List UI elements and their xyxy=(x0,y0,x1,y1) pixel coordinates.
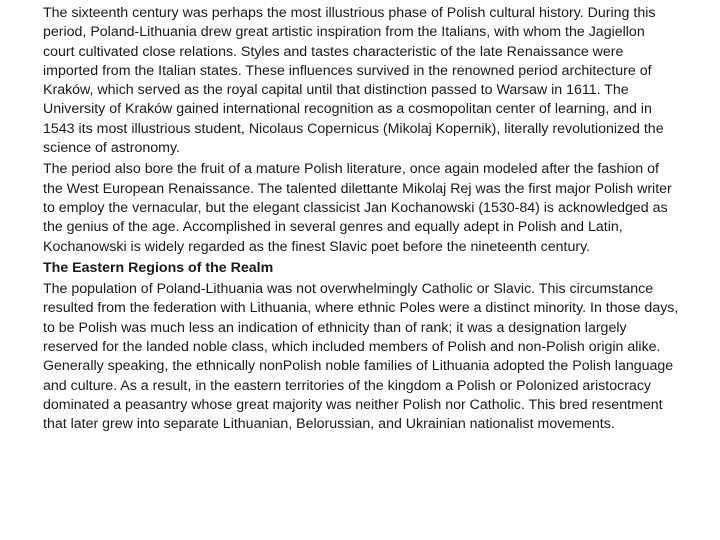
paragraph-renaissance-culture: The sixteenth century was perhaps the most illustrious phase of Polish cultural history. During this period, Poland-Lithuania drew great artistic inspiration from the Italians, with whom the Jagiellon court cultivated close relations. Styles and tastes characteristic of the late Renaissance were imported from the Italian states. These influences survived in the renowned period architecture of Kraków, which served as the royal capital until that distinction passed to Warsaw in 1611. The University of Kraków gained international recognition as a cosmopolitan center of learning, and in 1543 its most illustrious student, Nicolaus Copernicus (Mikolaj Kopernik), literally revolutionized the science of astronomy. xyxy=(43,5,664,157)
section-heading: The Eastern Regions of the Realm xyxy=(43,259,274,276)
paragraph-eastern-regions: The population of Poland-Lithuania was not overwhelmingly Catholic or Slavic. This circumstance resulted from the federation with Lithuania, where ethnic Poles were a distinct minority. In those days, to be Polish was much less an indication of ethnicity than of rank; it was a designation largely reserved for the landed noble class, which included members of Polish and non-Polish origin alike. Generally speaking, the ethnically nonPolish noble families of Lithuania adopted the Polish language and culture. As a result, in the eastern territories of the kingdom a Polish or Polonized aristocracy dominated a peasantry whose great majority was neither Polish nor Catholic. This bred resentment that later grew into separate Lithuanian, Belorussian, and Ukrainian nationalist movements. xyxy=(43,281,679,433)
document-body xyxy=(43,4,679,437)
paragraph-polish-literature: The period also bore the fruit of a mature Polish literature, once again modeled after the fashion of the West European Renaissance. The talented dilettante Mikolaj Rej was the first major Polish writer to employ the vernacular, but the elegant classicist Jan Kochanowski (1530-84) is acknowledged as the genius of the age. Accomplished in several genres and equally adept in Polish and Latin, Kochanowski is widely regarded as the finest Slavic poet before the nineteenth century. xyxy=(43,161,672,255)
